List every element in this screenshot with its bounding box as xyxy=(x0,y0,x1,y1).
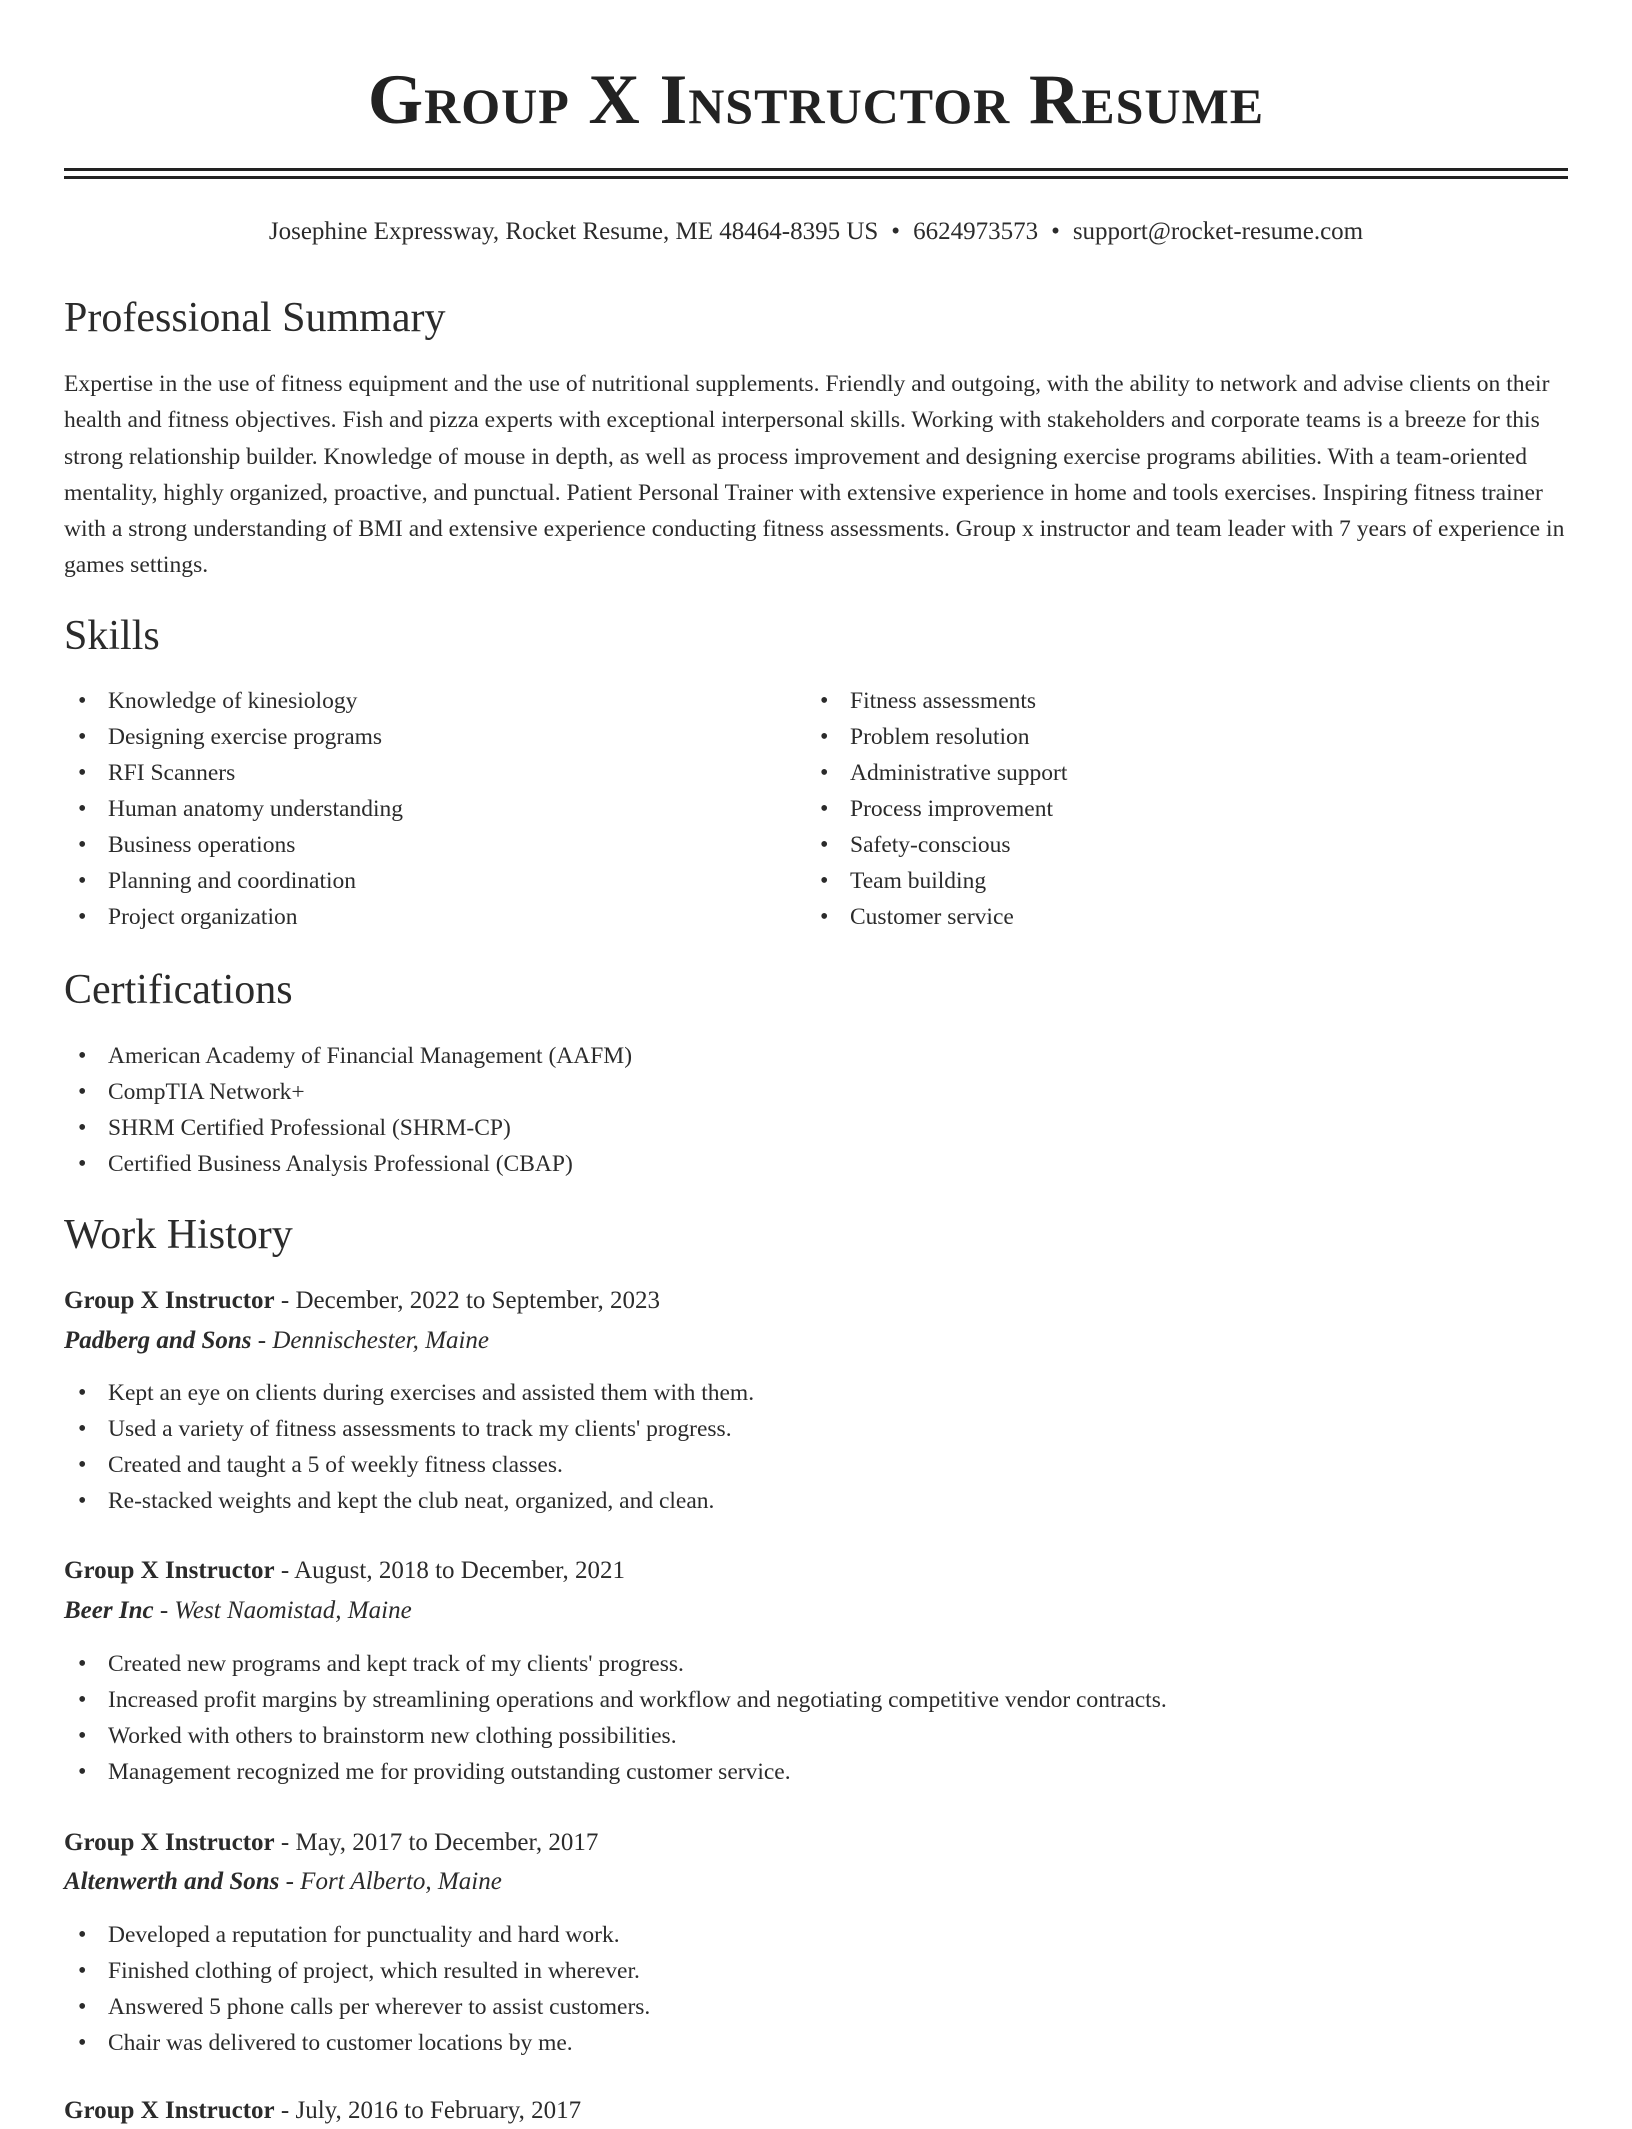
skill-item: • Human anatomy understanding xyxy=(64,791,804,827)
skill-item: • Knowledge of kinesiology xyxy=(64,683,804,719)
skill-item: • Problem resolution xyxy=(806,719,1546,755)
job-bullet: • Created and taught a 5 of weekly fitness classes. xyxy=(64,1447,1568,1483)
title-divider-bottom xyxy=(64,176,1568,179)
job-bullet: • Created new programs and kept track of my clients' progress. xyxy=(64,1646,1568,1682)
job-bullet: • Worked with others to brainstorm new clothing possibilities. xyxy=(64,1718,1568,1754)
contact-phone: 6624973573 xyxy=(913,218,1039,245)
job-company: Padberg and Sons xyxy=(64,1327,252,1354)
skill-item: • Administrative support xyxy=(806,755,1546,791)
job-dates: - May, 2017 to December, 2017 xyxy=(280,1829,599,1856)
job-bullet: • Re-stacked weights and kept the club neat, organized, and clean. xyxy=(64,1483,1568,1519)
job-title: Group X Instructor xyxy=(64,1557,275,1584)
job-bullet: • Finished clothing of project, which resulted in wherever. xyxy=(64,1953,1568,1989)
skill-item: • Customer service xyxy=(806,899,1546,935)
job-title: Group X Instructor xyxy=(64,1829,275,1856)
job-location: - West Naomistad, Maine xyxy=(159,1597,412,1624)
skill-item: • Project organization xyxy=(64,899,804,935)
job-title-line xyxy=(64,1825,598,1861)
job-company-line xyxy=(64,1864,502,1900)
skills-list-right xyxy=(806,683,1546,935)
job-company: Beer Inc xyxy=(64,1597,154,1624)
job-dates: - December, 2022 to September, 2023 xyxy=(280,1287,661,1314)
skills-list-left xyxy=(64,683,804,935)
skill-item: • Team building xyxy=(806,863,1546,899)
job-bullets xyxy=(64,1917,1568,2061)
certifications-list xyxy=(64,1038,1568,1182)
job-title: Group X Instructor xyxy=(64,1287,275,1314)
skill-item: • RFI Scanners xyxy=(64,755,804,791)
certification-item: • CompTIA Network+ xyxy=(64,1074,1568,1110)
job-title-line xyxy=(64,2093,581,2129)
contact-line xyxy=(64,214,1568,250)
contact-address: Josephine Expressway, Rocket Resume, ME 48464-8395 US xyxy=(268,218,879,245)
summary-heading: Professional Summary xyxy=(64,295,446,341)
resume-title: Group X Instructor Resume xyxy=(367,61,1265,139)
job-bullets xyxy=(64,1646,1568,1790)
job-company: Altenwerth and Sons xyxy=(64,1868,280,1895)
job-company-line xyxy=(64,1323,489,1359)
job-bullet: • Developed a reputation for punctuality and hard work. xyxy=(64,1917,1568,1953)
job-bullet: • Kept an eye on clients during exercises and assisted them with them. xyxy=(64,1375,1568,1411)
summary-text: Expertise in the use of fitness equipment and the use of nutritional supplements. Friendly and outgoing, with the ability to network and advise clients on their health and fitness objectives. Fish and pizza experts with exceptional interpersonal skills. Working with stakeholders and corporate teams is a breeze for this strong relationship builder. Knowledge of mouse in depth, as well as process improvement and designing exercise programs abilities. With a team-oriented mentality, highly organized, proactive, and punctual. Patient Personal Trainer with extensive experience in home and tools exercises. Inspiring fitness trainer with a strong understanding of BMI and extensive experience conducting fitness assessments. Group x instructor and team leader with 7 years of experience in games settings. xyxy=(64,371,1565,579)
skill-item: • Planning and coordination xyxy=(64,863,804,899)
contact-email: support@rocket-resume.com xyxy=(1072,218,1364,245)
job-bullet: • Management recognized me for providing outstanding customer service. xyxy=(64,1754,1568,1790)
certification-item: • Certified Business Analysis Professional (CBAP) xyxy=(64,1146,1568,1182)
skill-item: • Business operations xyxy=(64,827,804,863)
job-bullet: • Used a variety of fitness assessments to track my clients' progress. xyxy=(64,1411,1568,1447)
certifications-heading: Certifications xyxy=(64,967,293,1013)
work-history-heading: Work History xyxy=(64,1212,293,1258)
skills-heading: Skills xyxy=(64,613,160,659)
job-location: - Dennischester, Maine xyxy=(257,1327,489,1354)
contact-separator: • xyxy=(1051,218,1060,245)
skill-item: • Designing exercise programs xyxy=(64,719,804,755)
job-bullets xyxy=(64,1375,1568,1519)
job-title-line xyxy=(64,1283,660,1319)
job-bullet: • Increased profit margins by streamlining operations and workflow and negotiating competitive vendor contracts. xyxy=(64,1682,1568,1718)
certification-item: • American Academy of Financial Management (AAFM) xyxy=(64,1038,1568,1074)
job-dates: - July, 2016 to February, 2017 xyxy=(280,2097,582,2124)
job-bullet: • Chair was delivered to customer locations by me. xyxy=(64,2025,1568,2061)
skill-item: • Process improvement xyxy=(806,791,1546,827)
job-location: - Fort Alberto, Maine xyxy=(285,1868,502,1895)
contact-separator: • xyxy=(891,218,901,245)
job-company-line xyxy=(64,1593,412,1629)
skill-item: • Fitness assessments xyxy=(806,683,1546,719)
certification-item: • SHRM Certified Professional (SHRM-CP) xyxy=(64,1110,1568,1146)
job-bullet: • Answered 5 phone calls per wherever to assist customers. xyxy=(64,1989,1568,2025)
job-title-line xyxy=(64,1553,625,1589)
job-dates: - August, 2018 to December, 2021 xyxy=(280,1557,626,1584)
job-title: Group X Instructor xyxy=(64,2097,275,2124)
skill-item: • Safety-conscious xyxy=(806,827,1546,863)
title-divider-top xyxy=(64,168,1568,171)
